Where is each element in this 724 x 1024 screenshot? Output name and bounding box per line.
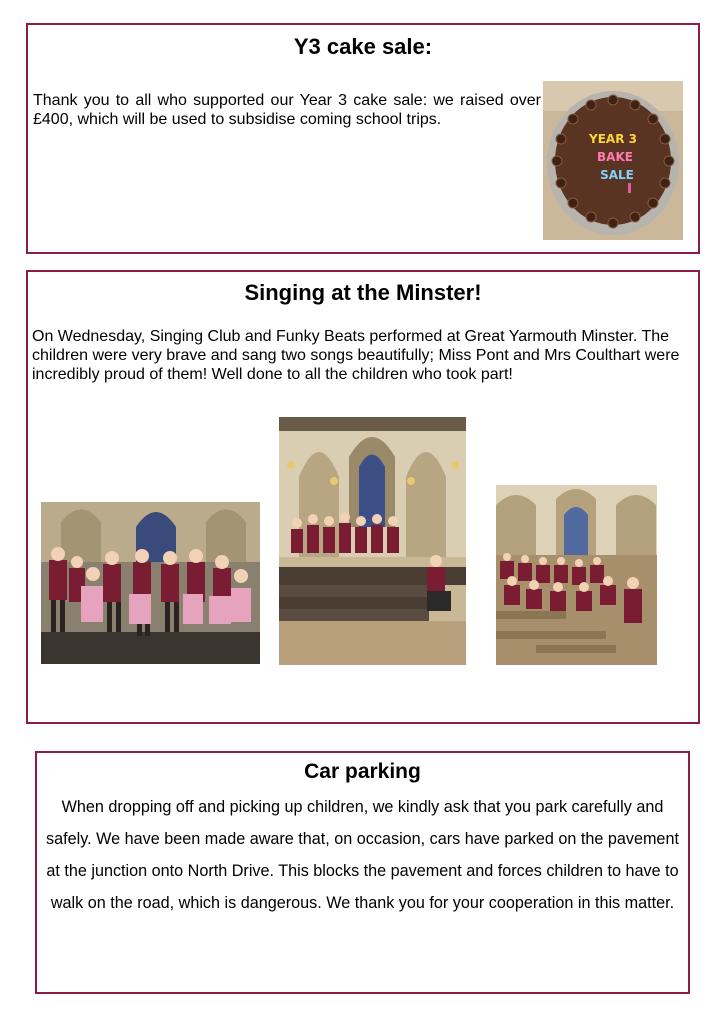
cake-photo [543, 81, 683, 240]
choir-group-photo [41, 502, 260, 664]
minster-performance-photo [279, 417, 466, 665]
cake-sale-section [26, 23, 700, 254]
car-parking-text: When dropping off and picking up children, we kindly ask that you park carefully and safely. We have been made aware that, on occasion, cars have parked on the pavement at the junction onto North Drive. This blocks the pavement and forces children to have to walk on the road, which is dangerous. We thank you for your cooperation in this matter. [46, 798, 679, 912]
minster-section [26, 270, 700, 724]
minster-audience-photo [496, 485, 657, 665]
cake-lettering-line-1: YEAR 3 [589, 132, 637, 146]
car-parking-section [35, 751, 690, 994]
minster-text: On Wednesday, Singing Club and Funky Beats performed at Great Yarmouth Minster. The children were very brave and sang two songs beautifully; Miss Pont and Mrs Coulthart were incredibly proud of them! Well done to all the children who took part! [32, 328, 680, 383]
cake-lettering-line-2: BAKE [597, 150, 633, 164]
car-parking-title: Car parking [304, 760, 421, 783]
cake-sale-title: Y3 cake sale: [293, 34, 433, 59]
cake-sale-text: Thank you to all who supported our Year 3 cake sale: we raised over £400, which will be used to subsidise coming school trips. [33, 92, 541, 128]
minster-title: Singing at the Minster! [244, 280, 482, 305]
cake-lettering-line-3: SALE [600, 168, 634, 182]
